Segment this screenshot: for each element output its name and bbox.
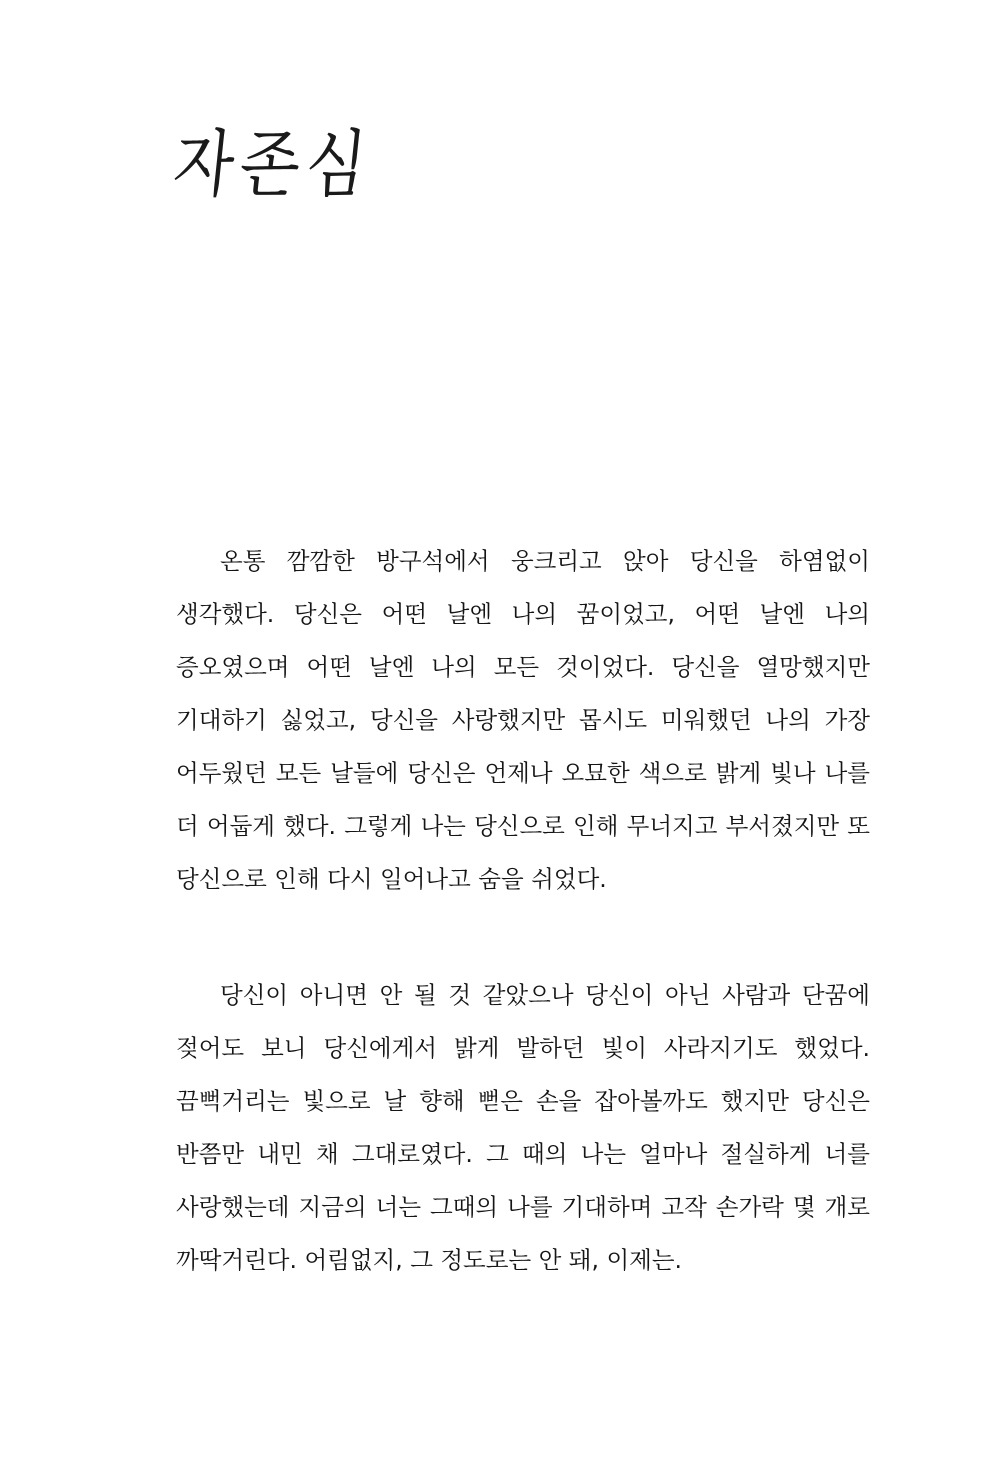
handwritten-title: 자존심: [169, 120, 377, 208]
paragraph-2: 당신이 아니면 안 될 것 같았으나 당신이 아닌 사람과 단꿈에 젖어도 보니 당신에게서 밝게 발하던 빛이 사라지기도 했었다. 끔뻑거리는 빛으로 날 향해 뻗은 손을 잡아볼까도 했지만 당신은 반쯤만 내민 채 그대로였다. 그 때의 나는 얼마나 절실하게 너를 사랑했는데 지금의 너는 그때의 나를 기대하며 고작 손가락 몇 개로 까딱거린다. 어림없지, 그 정도로는 안 돼, 이제는.: [176, 981, 870, 1274]
paragraph-1: 온통 깜깜한 방구석에서 웅크리고 앉아 당신을 하염없이 생각했다. 당신은 어떤 날엔 나의 꿈이었고, 어떤 날엔 나의 증오였으며 어떤 날엔 나의 모든 것이었다. 당신을 열망했지만 기대하기 싫었고, 당신을 사랑했지만 몹시도 미워했던 나의 가장 어두웠던 모든 날들에 당신은 언제나 오묘한 색으로 밝게 빛나 나를 더 어둡게 했다. 그렇게 나는 당신으로 인해 무너지고 부서졌지만 또 당신으로 인해 다시 일어나고 숨을 쉬었다.: [176, 547, 870, 893]
